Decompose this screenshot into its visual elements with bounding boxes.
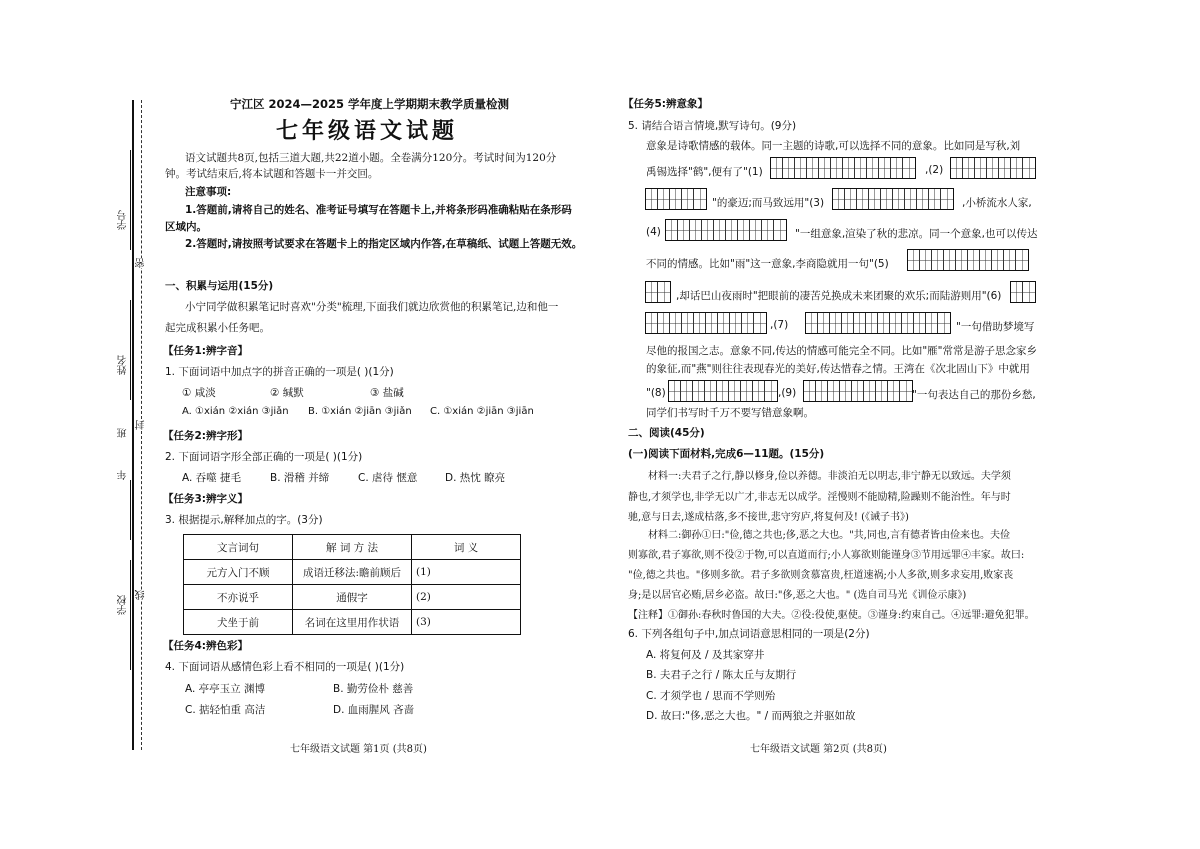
page-1-footer: 七年级语文试题 第1页 (共8页) (290, 744, 427, 755)
q1-option-a: A. ①xián ②xián ③jiǎn (182, 406, 289, 417)
table-header-cell: 文言词句 (184, 535, 293, 560)
table-row (184, 585, 521, 610)
seal-xian: 线 (136, 590, 147, 600)
q5-line-10b: ,(9) (778, 387, 797, 399)
reading-1-heading: (一)阅读下面材料,完成6—11题。(15分) (628, 448, 825, 460)
task-4-heading: 【任务4:辨色彩】 (163, 640, 249, 652)
table-row (184, 610, 521, 635)
page-title: 七年级语文试题 (276, 118, 459, 144)
answer-grid-2b (645, 188, 707, 210)
section-2-heading: 二、阅读(45分) (628, 427, 705, 439)
answer-grid-8 (668, 380, 778, 402)
student-id-line (130, 150, 131, 250)
q1-option-b: B. ①xián ②jiān ③jiǎn (308, 406, 412, 417)
section-1-intro-a: 小宁同学做积累笔记时喜欢"分类"梳理,下面我们就边欣赏他的积累笔记,边和他一 (185, 301, 559, 313)
q2-option-b: B. 滑稽 并缔 (270, 472, 330, 484)
seal-mi: 密 (136, 258, 147, 268)
label-class-nian: 年 (118, 470, 129, 480)
material-2-line-1: 材料二:御孙①曰:"俭,德之共也;侈,恶之大也。"共,同也,言有德者皆由俭来也。夫俭 (648, 530, 1011, 541)
notice-heading: 注意事项: (185, 186, 232, 198)
exam-header: 宁江区 2024—2025 学年度上学期期末教学质量检测 (230, 97, 510, 111)
annotation-note: 【注释】①御孙:春秋时鲁国的大夫。②役:役使,驱使。③谨身:约束自己。④远罪:避免犯罪。 (628, 610, 1035, 621)
table-cell: 名词在这里用作状语 (293, 610, 412, 635)
table-cell: 元方入门不顾 (184, 560, 293, 585)
material-1-line-3: 驰,意与日去,遂成枯落,多不接世,悲守穷庐,将复何及! (《诫子书》) (628, 512, 909, 523)
task-2-heading: 【任务2:辨字形】 (163, 430, 249, 442)
q5-line-2a: 禹锡选择"鹤",便有了"(1) (646, 166, 763, 178)
seal-feng: 封 (136, 420, 147, 430)
answer-grid-2a (950, 157, 1036, 179)
table-cell: 犬坐于前 (184, 610, 293, 635)
question-4: 4. 下面词语从感情色彩上看不相同的一项是( )(1分) (165, 661, 405, 673)
q1-word-2: ② 缄默 (270, 387, 304, 399)
q5-line-7c: "一句借助梦境写 (956, 321, 1035, 333)
question-1: 1. 下面词语中加点字的拼音正确的一项是( )(1分) (165, 366, 394, 378)
school-line (130, 560, 131, 670)
q5-line-1: 意象是诗歌情感的载体。同一主题的诗歌,可以选择不同的意象。比如同是写秋,刘 (646, 140, 1021, 152)
table-cell: 成语迁移法:瞻前顾后 (293, 560, 412, 585)
task-3-heading: 【任务3:辨字义】 (163, 493, 249, 505)
notice-2: 2.答题时,请按照考试要求在答题卡上的指定区域内作答,在草稿纸、试题上答题无效。 (185, 238, 583, 250)
answer-grid-4 (665, 219, 787, 241)
question-2: 2. 下面词语字形全部正确的一项是( )(1分) (165, 451, 363, 463)
q5-line-3: "的豪迈;而马致远用"(3) (712, 197, 825, 209)
label-class-ban: 班 (118, 428, 129, 438)
q5-line-2b: ,(2) (925, 164, 944, 176)
table-cell: (3) (412, 610, 521, 635)
answer-grid-6a (1010, 281, 1036, 303)
answer-grid-9 (803, 380, 913, 402)
word-meaning-table (183, 534, 521, 635)
question-3: 3. 根据提示,解释加点的字。(3分) (165, 514, 323, 526)
table-header-cell: 词 义 (412, 535, 521, 560)
table-cell: (2) (412, 585, 521, 610)
q5-line-5: 不同的情感。比如"雨"这一意象,李商隐就用一句"(5) (646, 258, 889, 270)
question-6: 6. 下列各组句子中,加点词语意思相同的一项是(2分) (628, 628, 870, 640)
q5-line-10a: "(8) (646, 387, 666, 399)
q5-line-4a: (4) (646, 226, 661, 238)
q1-word-3: ③ 盐碱 (370, 387, 404, 399)
q5-line-9: 的象征,而"燕"则往往表现春光的美好,传达惜春之情。王湾在《次北固山下》中就用 (646, 363, 1030, 375)
material-2-line-3: "俭,德之共也。"侈则多欲。君子多欲则贪慕富贵,枉道速祸;小人多欲,则多求妄用,败家丧 (628, 570, 1014, 581)
q2-option-c: C. 虐待 惬意 (358, 472, 418, 484)
intro-line-1: 语文试题共8页,包括三道大题,共22道小题。全卷满分120分。考试时间为120分 (185, 152, 557, 164)
task-1-heading: 【任务1:辨字音】 (163, 345, 249, 357)
answer-grid-5a (907, 249, 1029, 271)
notice-1a: 1.答题前,请将自己的姓名、准考证号填写在答题卡上,并将条形码准确粘贴在条形码 (185, 204, 572, 216)
material-2-line-4: 身;是以居官必贿,居乡必盗。故曰:"侈,恶之大也。" (选自司马光《训俭示康》) (628, 590, 967, 601)
table-cell: 通假字 (293, 585, 412, 610)
q1-word-1: ① 咸淡 (182, 387, 216, 399)
question-5: 5. 请结合语言情境,默写诗句。(9分) (628, 120, 797, 132)
q5-line-6: ,却话巴山夜雨时"把眼前的凄苦兑换成未来团聚的欢乐;而陆游则用"(6) (676, 290, 1002, 302)
answer-grid-6b (645, 312, 767, 334)
task-5-heading: 【任务5:辨意象】 (623, 98, 709, 110)
q5-line-10c: "一句表达自己的那份乡愁, (912, 389, 1036, 401)
label-name: 姓名 (118, 355, 129, 375)
q4-option-d: D. 血雨腥风 吝啬 (333, 704, 415, 716)
q6-option-c: C. 才须学也 / 思而不学则殆 (646, 690, 776, 702)
q5-line-4b: "一组意象,渲染了秋的悲凉。同一个意象,也可以传达 (795, 228, 1038, 240)
table-cell: 不亦说乎 (184, 585, 293, 610)
q6-option-b: B. 夫君子之行 / 陈太丘与友期行 (646, 669, 797, 681)
q4-option-a: A. 亭亭玉立 渊博 (185, 683, 266, 695)
table-cell: (1) (412, 560, 521, 585)
q2-option-d: D. 热忱 瞭亮 (445, 472, 506, 484)
name-line (130, 300, 131, 400)
q1-option-c: C. ①xián ②jiān ③jiān (430, 406, 534, 417)
answer-grid-7 (805, 312, 951, 334)
intro-line-2: 钟。考试结束后,将本试题和答题卡一并交回。 (165, 168, 379, 180)
notice-1b: 区域内。 (165, 221, 207, 233)
section-1-heading: 一、积累与运用(15分) (165, 280, 274, 292)
table-header-cell: 解 词 方 法 (293, 535, 412, 560)
q2-option-a: A. 吞噬 捷毛 (182, 472, 242, 484)
table-header-row (184, 535, 521, 560)
label-school: 学校 (118, 595, 129, 615)
q4-option-c: C. 掂轻怕重 高洁 (185, 704, 266, 716)
answer-grid-1 (770, 157, 916, 179)
q5-line-8: 尽他的报国之志。意象不同,传达的情感可能完全不同。比如"雁"常常是游子思念家乡 (646, 345, 1037, 357)
page-2-footer: 七年级语文试题 第2页 (共8页) (750, 744, 887, 755)
q4-option-b: B. 勤劳俭朴 慈善 (333, 683, 414, 695)
answer-grid-3 (832, 188, 954, 210)
answer-grid-5b (645, 281, 671, 303)
class-line (130, 480, 131, 540)
section-1-intro-b: 起完成积累小任务吧。 (165, 322, 270, 334)
q5-line-7b: ,(7) (770, 319, 789, 331)
material-1-line-1: 材料一:夫君子之行,静以修身,俭以养德。非淡泊无以明志,非宁静无以致远。夫学须 (648, 471, 1011, 482)
q5-line-3b: ,小桥流水人家, (962, 197, 1032, 209)
table-row (184, 560, 521, 585)
label-student-id: 学号 (118, 210, 129, 230)
q6-option-a: A. 将复何及 / 及其家穿井 (646, 649, 765, 661)
q6-option-d: D. 故曰:"侈,恶之大也。" / 而两狼之并驱如故 (646, 710, 856, 722)
material-1-line-2: 静也,才须学也,非学无以广才,非志无以成学。淫慢则不能励精,险躁则不能治性。年与时 (628, 492, 1011, 503)
q5-line-11: 同学们书写时千万不要写错意象啊。 (646, 407, 814, 419)
material-2-line-2: 则寡欲,君子寡欲,则不役②于物,可以直道而行;小人寡欲则能谨身③节用远罪④丰家。故曰: (628, 550, 1025, 561)
